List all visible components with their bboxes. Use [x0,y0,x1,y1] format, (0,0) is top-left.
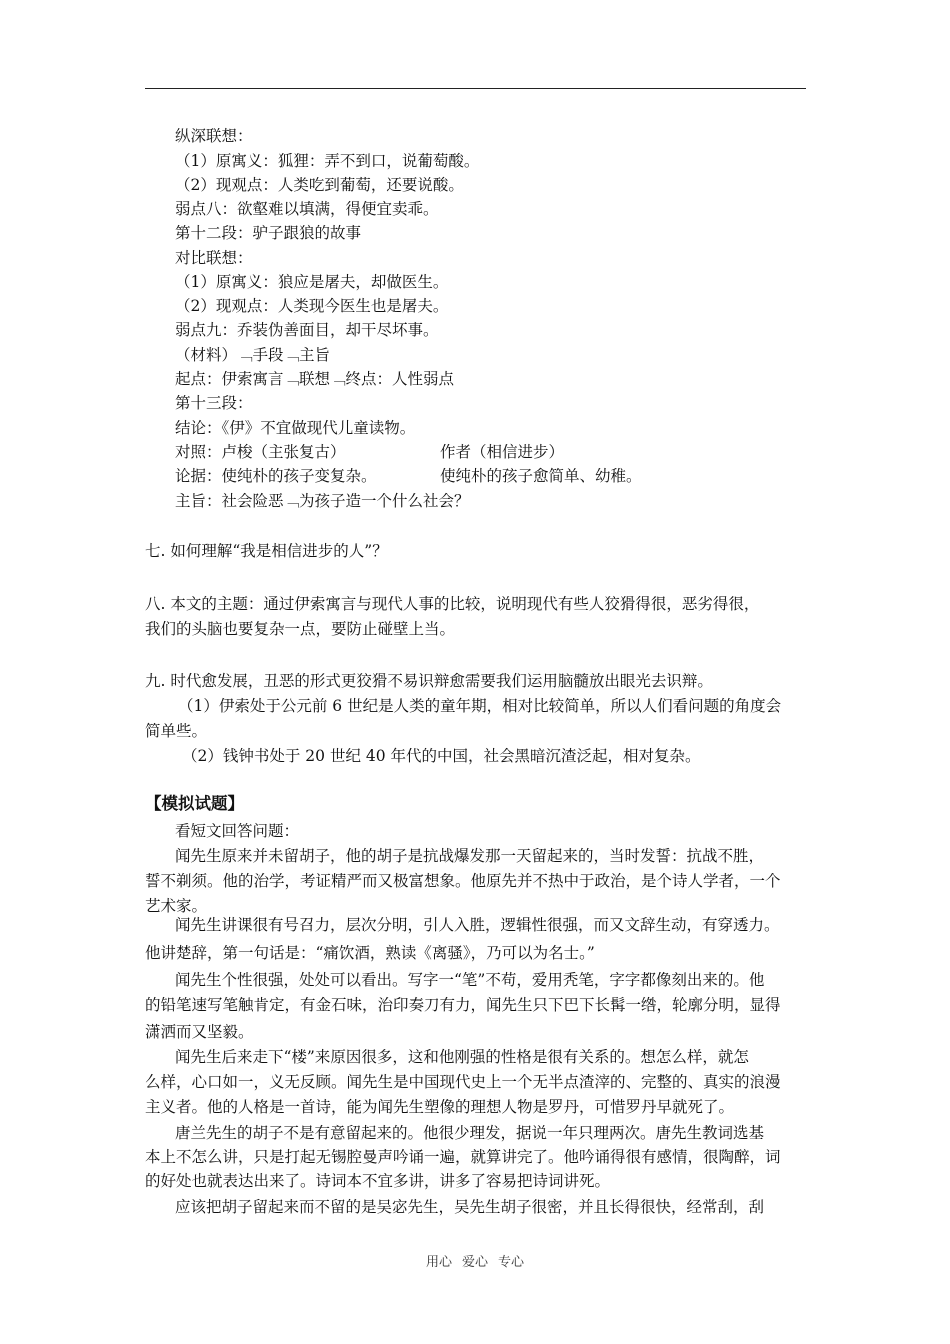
text-line: 闻先生后来走下“楼”来原因很多，这和他刚强的性格是很有关系的。想怎么样，就怎 [175,1048,749,1066]
text-line: 对比联想： [175,249,253,267]
text-line: 第十三段： [175,394,253,412]
text-line: 闻先生个性很强，处处可以看出。写字一“笔”不苟，爱用秃笔，字字都像刻出来的。他 [175,971,765,989]
text-line: 闻先生讲课很有号召力，层次分明，引人入胜，逻辑性很强，而又文辞生动，有穿透力。 [175,916,780,934]
text-line: 弱点九：乔装伪善面目，却干尽坏事。 [175,321,439,339]
text-line: 主旨：社会险恶﹁为孩子造一个什么社会？ [175,492,470,510]
text-line: （2）现观点：人类现今医生也是屠夫。 [175,297,449,315]
text-line: 对照：卢梭（主张复古） [175,443,346,461]
section-heading: 七. 如何理解“我是相信进步的人”？ [145,542,388,560]
text-line: 应该把胡子留起来而不留的是吴宓先生，吴先生胡子很密，并且长得很快，经常刮，刮 [175,1198,765,1216]
text-line: 纵深联想： [175,127,253,145]
text-line: 闻先生原来并未留胡子，他的胡子是抗战爆发那一天留起来的，当时发誓：抗战不胜， [175,847,765,865]
text-line: 他讲楚辞，第一句话是：“痛饮酒，熟读《离骚》，乃可以为名士。” [145,944,595,962]
header-rule [145,88,806,89]
text-line: 看短文回答问题： [175,822,300,840]
text-line: 第十二段：驴子跟狼的故事 [175,224,362,242]
section-heading: 九. 时代愈发展，丑恶的形式更狡猾不易识辩愈需要我们运用脑髓放出眼光去识辩。 [145,672,713,690]
text-line: 弱点八：欲壑难以填满，得便宜卖乖。 [175,200,439,218]
text-line: 起点：伊索寓言﹁联想﹁终点：人性弱点 [175,370,455,388]
exercise-heading: 【模拟试题】 [145,794,244,813]
text-line: （材料）﹁手段﹁主旨 [175,346,331,364]
text-line: （1）原寓义：狼应是屠夫，却做医生。 [175,273,449,291]
text-line: 么样，心口如一，义无反顾。闻先生是中国现代史上一个无半点渣滓的、完整的、真实的浪漫 [145,1073,781,1091]
text-line: 誓不剃须。他的治学，考证精严而又极富想象。他原先并不热中于政治，是个诗人学者，一个 [145,872,781,890]
page-footer [0,1251,950,1270]
text-line: 结论：《伊》不宜做现代儿童读物。 [175,419,416,437]
text-line: 论据：使纯朴的孩子变复杂。 [175,467,377,485]
text-line: 简单些。 [145,722,208,740]
text-line: 主义者。他的人格是一首诗，能为闻先生塑像的理想人物是罗丹，可惜罗丹早就死了。 [145,1098,735,1116]
text-line: （1）伊索处于公元前 6 世纪是人类的童年期，相对比较简单，所以人们看问题的角度会 [178,697,782,715]
text-line: 我们的头脑也要复杂一点，要防止碰壁上当。 [145,620,456,638]
text-line: 本上不怎么讲，只是打起无锡腔曼声吟诵一遍，就算讲完了。他吟诵得很有感情，很陶醉，词 [145,1148,781,1166]
text-line: 使纯朴的孩子愈简单、幼稚。 [440,467,642,485]
text-line: 唐兰先生的胡子不是有意留起来的。他很少理发，据说一年只理两次。唐先生教词选基 [175,1124,765,1142]
footer-text: 专心 [498,1255,525,1270]
text-line: 作者（相信进步） [440,443,565,461]
text-line: （2）现观点：人类吃到葡萄，还要说酸。 [175,176,464,194]
section-heading: 八. 本文的主题：通过伊索寓言与现代人事的比较，说明现代有些人狡猾得很，恶劣得很， [145,595,760,613]
text-line: 艺术家。 [145,897,208,915]
text-line: 的好处也就表达出来了。诗词本不宜多讲，讲多了容易把诗词讲死。 [145,1172,611,1190]
text-line: 的铅笔速写笔触肯定，有金石味，治印奏刀有力，闻先生只下巴下长髯一绺，轮廓分明，显得 [145,996,781,1014]
text-line: 潇洒而又坚毅。 [145,1023,254,1041]
text-line: （1）原寓义：狐狸：弄不到口，说葡萄酸。 [175,152,480,170]
footer-text: 爱心 [461,1255,488,1270]
text-line: （2）钱钟书处于 20 世纪 40 年代的中国，社会黑暗沉渣泛起，相对复杂。 [182,747,701,765]
footer-text: 用心 [425,1255,452,1270]
